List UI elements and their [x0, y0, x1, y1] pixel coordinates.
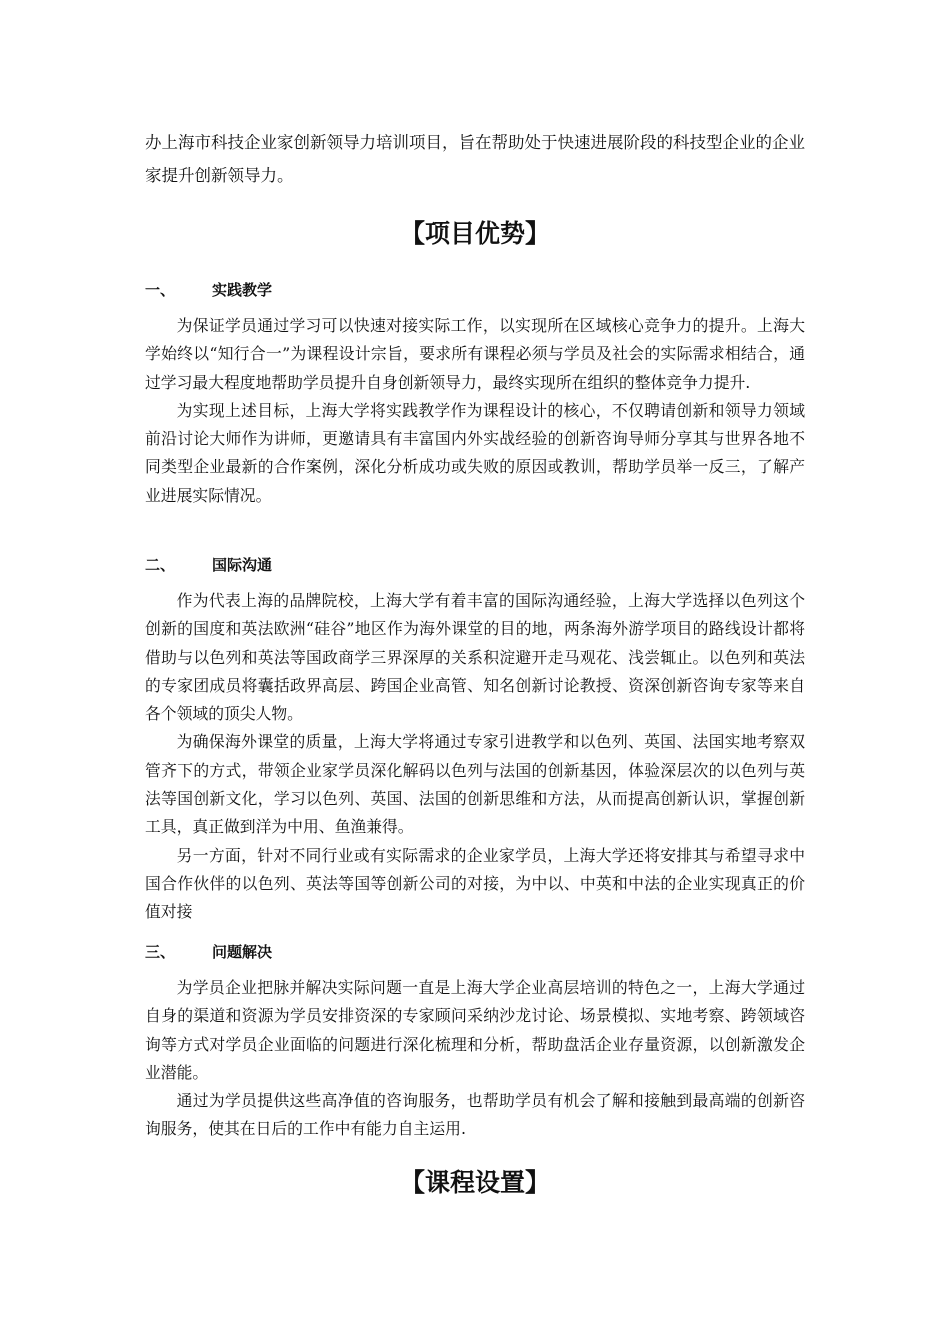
- heading-project-advantages: 【项目优势】: [399, 219, 550, 248]
- section-title: 问题解决: [212, 943, 273, 961]
- paragraph: 另一方面，针对不同行业或有实际需求的企业家学员，上海大学还将安排其与希望寻求中国合作伙伴的以色列、英法等国等创新公司的对接，为中以、中英和中法的企业实现真正的价值对接: [145, 845, 805, 922]
- paragraph: 为学员企业把脉并解决实际问题一直是上海大学企业高层培训的特色之一，上海大学通过自身的渠道和资源为学员安排资深的专家顾问采纳沙龙讨论、场景模拟、实地考察、跨领域咨询等方式对学员企业面临的问题进行深化梳理和分析，帮助盘活企业存量资源，以创新激发企业潜能。: [145, 978, 805, 1082]
- section-body-problem-solving: [145, 974, 805, 1144]
- section-heading-problem-solving: [145, 942, 805, 962]
- section-title: 国际沟通: [212, 556, 273, 574]
- section-heading-international: [145, 555, 805, 575]
- paragraph: 通过为学员提供这些高净值的咨询服务，也帮助学员有机会了解和接触到最高端的创新咨询服务，使其在日后的工作中有能力自主运用.: [145, 1091, 805, 1139]
- paragraph: 作为代表上海的品牌院校，上海大学有着丰富的国际沟通经验，上海大学选择以色列这个创新的国度和英法欧洲“硅谷”地区作为海外课堂的目的地，两条海外游学项目的路线设计都将借助与以色列和英法等国政商学三界深厚的关系积淀避开走马观花、浅尝辄止。以色列和英法的专家团成员将囊括政界高层、跨国企业高管、知名创新讨论教授、资深创新咨询专家等来自各个领域的顶尖人物。: [145, 591, 805, 724]
- paragraph: 为确保海外课堂的质量，上海大学将通过专家引进教学和以色列、英国、法国实地考察双管齐下的方式，带领企业家学员深化解码以色列与法国的创新基因，体验深层次的以色列与英法等国创新文化，学习以色列、英国、法国的创新思维和方法，从而提高创新认识，掌握创新工具，真正做到洋为中用、鱼渔兼得。: [145, 732, 805, 837]
- paragraph: 为实现上述目标，上海大学将实践教学作为课程设计的核心，不仅聘请创新和领导力领域前沿讨论大师作为讲师，更邀请具有丰富国内外实战经验的创新咨询导师分享其与世界各地不同类型企业最新的合作案例，深化分析成功或失败的原因或教训，帮助学员举一反三，了解产业进展实际情况。: [145, 400, 805, 505]
- section-number: 一、: [145, 281, 176, 299]
- section-heading-practice: [145, 280, 805, 300]
- section-title: 实践教学: [212, 281, 273, 299]
- section-body-international: [145, 587, 805, 927]
- paragraph: 为保证学员通过学习可以快速对接实际工作，以实现所在区域核心竞争力的提升。上海大学始终以“知行合一”为课程设计宗旨，要求所有课程必须与学员及社会的实际需求相结合，通过学习最大程度地帮助学员提升自身创新领导力，最终实现所在组织的整体竞争力提升.: [145, 316, 805, 392]
- section-number: 二、: [145, 556, 176, 574]
- section-body-practice: [145, 312, 805, 510]
- intro-paragraph: 办上海市科技企业家创新领导力培训项目，旨在帮助处于快速进展阶段的科技型企业的企业家提升创新领导力。: [145, 133, 805, 185]
- heading-course-settings: 【课程设置】: [399, 1168, 550, 1197]
- section-number: 三、: [145, 943, 176, 961]
